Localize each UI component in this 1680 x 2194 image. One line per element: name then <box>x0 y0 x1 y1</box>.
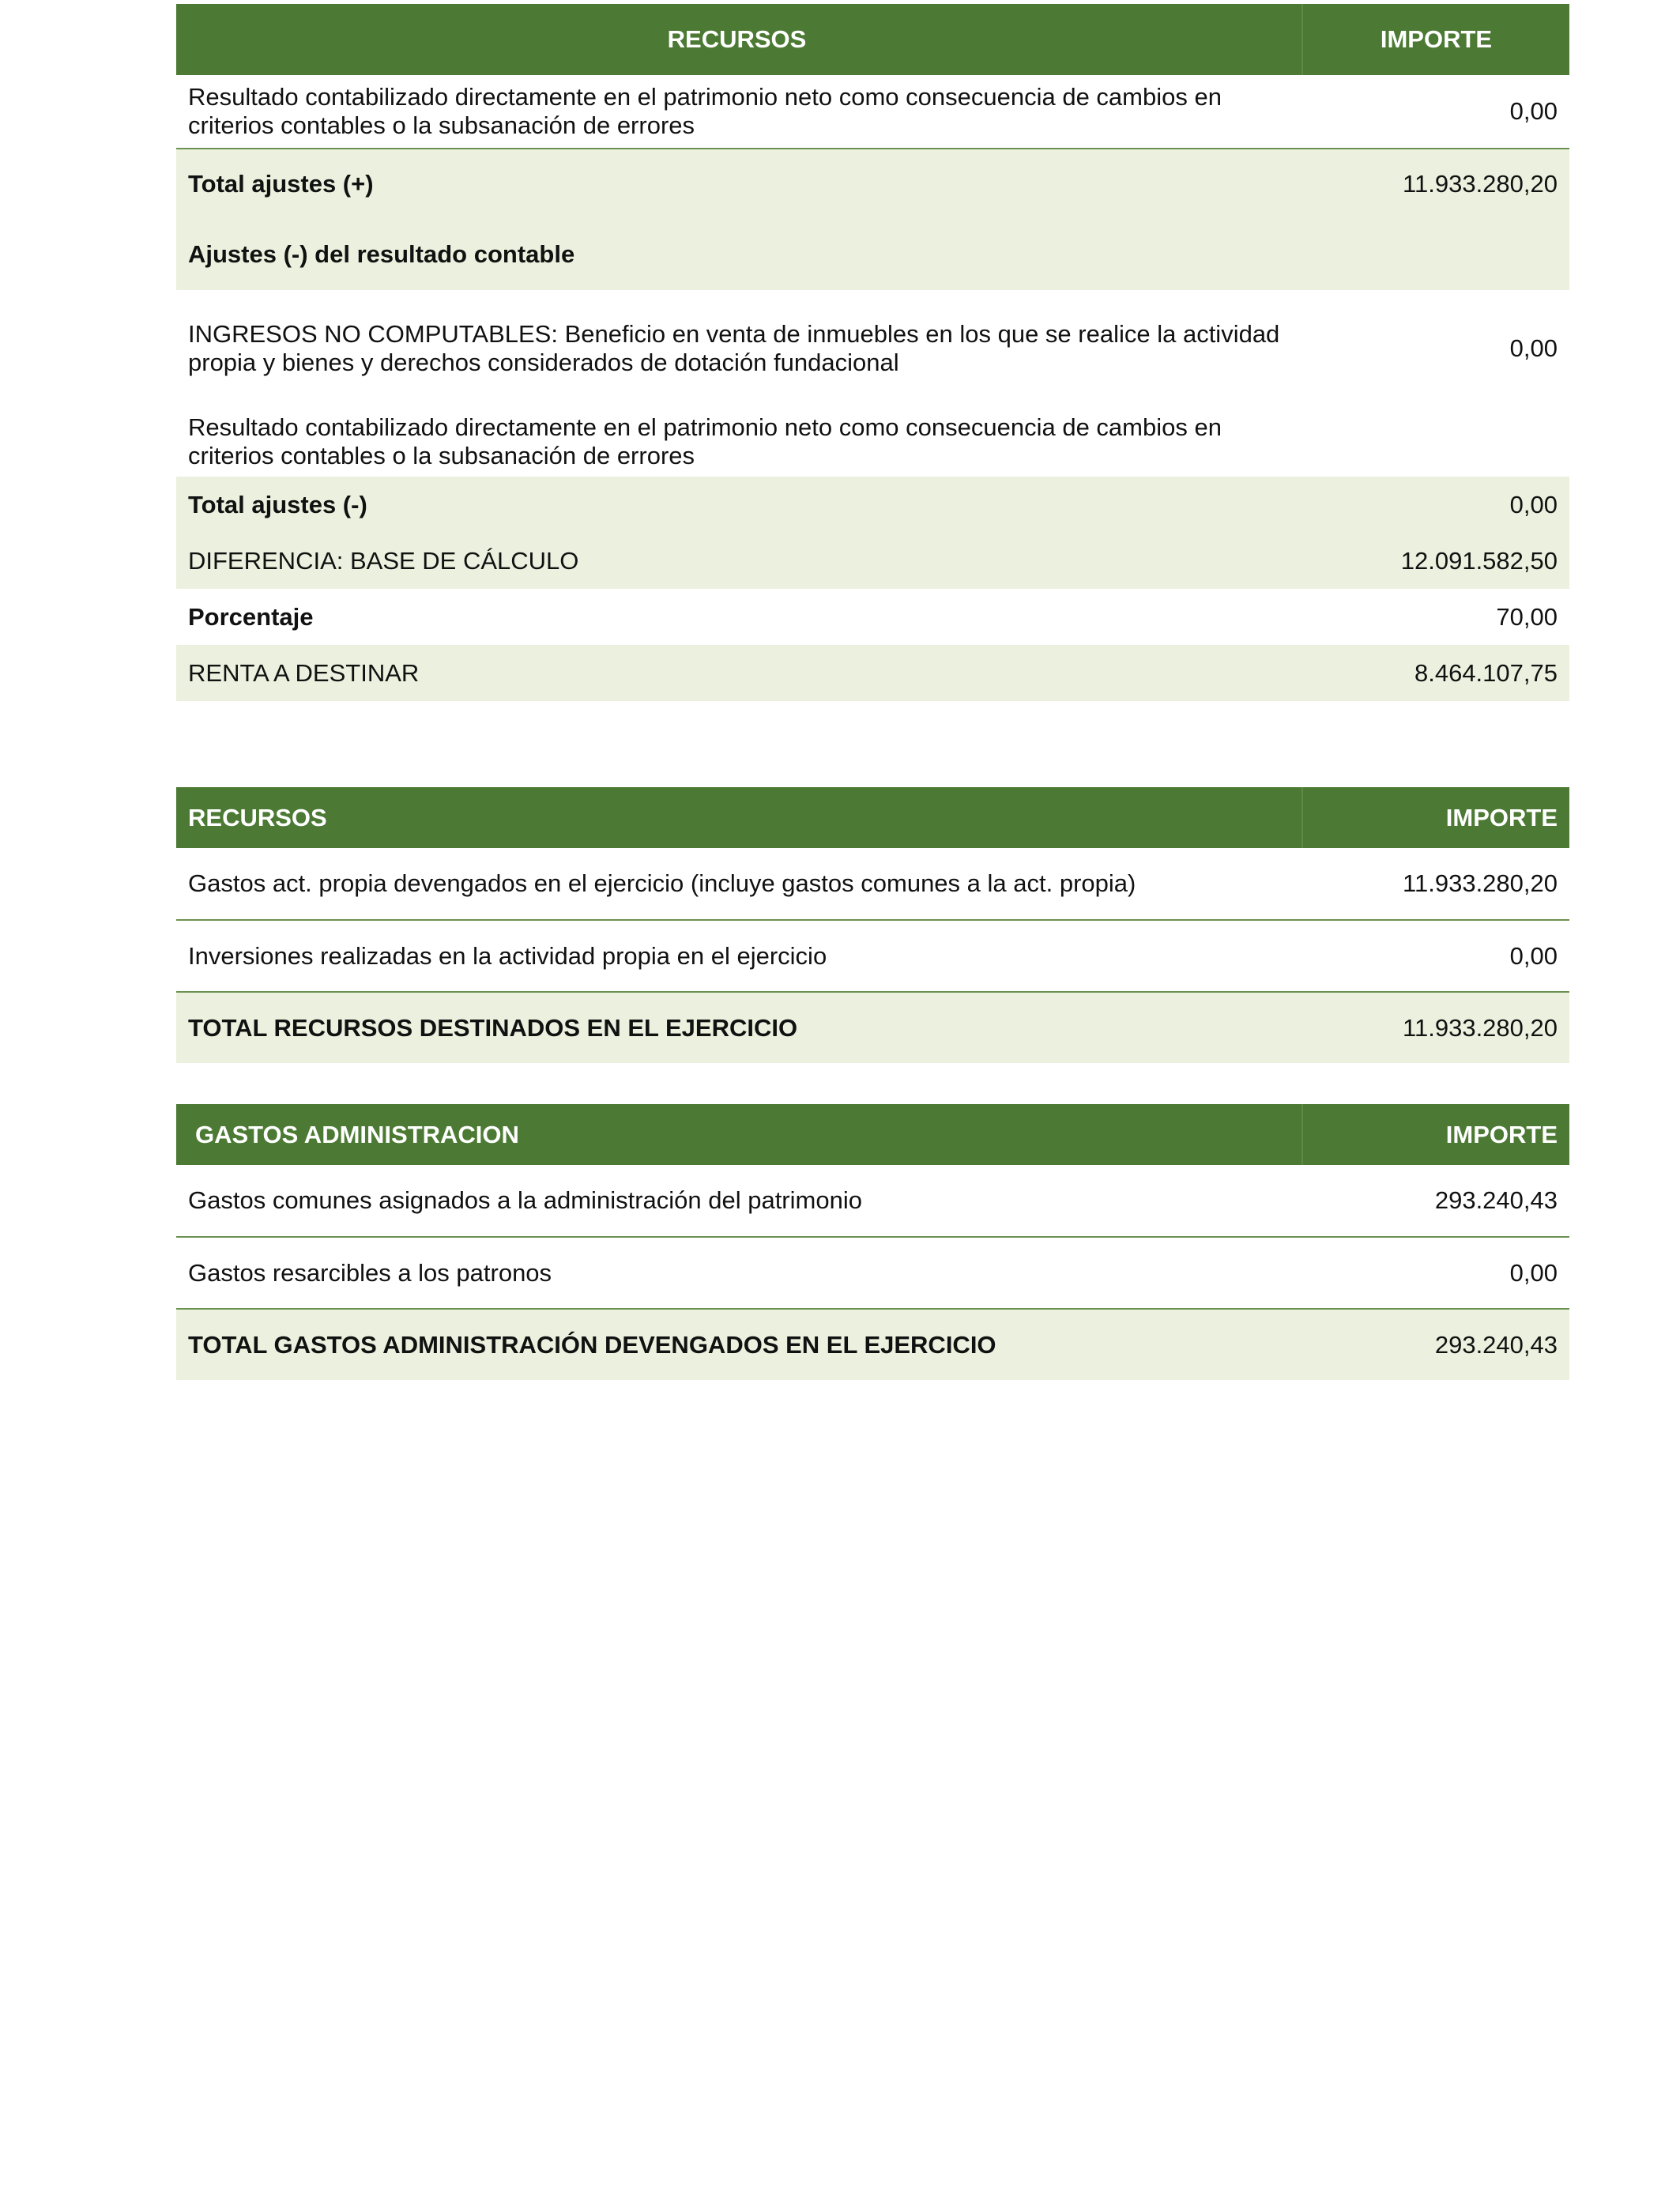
table-row <box>176 219 1569 290</box>
row-label: TOTAL GASTOS ADMINISTRACIÓN DEVENGADOS EN EL EJERCICIO <box>188 1330 996 1359</box>
header-gastos-administracion: GASTOS ADMINISTRACION <box>176 1104 1303 1165</box>
row-label: Porcentaje <box>188 602 314 631</box>
row-value: 0,00 <box>1509 490 1558 518</box>
row-value: 293.240,43 <box>1434 1186 1558 1214</box>
table-renta-a-destinar <box>176 4 1569 701</box>
header-recursos: RECURSOS <box>176 787 1303 848</box>
row-value: 293.240,43 <box>1434 1330 1558 1359</box>
row-value: 70,00 <box>1496 602 1558 631</box>
row-label: Gastos resarcibles a los patronos <box>188 1258 552 1287</box>
row-value: 0,00 <box>1509 334 1558 362</box>
row-label: Ajustes (-) del resultado contable <box>188 240 575 268</box>
table-row <box>176 919 1569 991</box>
table-row <box>176 75 1569 148</box>
header-importe: IMPORTE <box>1380 25 1493 53</box>
table-row <box>176 407 1569 477</box>
row-label: Total ajustes (+) <box>188 170 374 198</box>
row-label: Resultado contabilizado directamente en el patrimonio neto como consecuencia de cambios en criterios contables o la subsanación de errores <box>188 413 1222 469</box>
table-row <box>176 477 1569 533</box>
table-row <box>176 533 1569 589</box>
row-value: 11.933.280,20 <box>1403 1013 1558 1042</box>
table-recursos-destinados <box>176 787 1569 1063</box>
table-row <box>176 1236 1569 1308</box>
table-header <box>176 4 1569 75</box>
row-label: RENTA A DESTINAR <box>188 658 420 687</box>
row-label: Gastos act. propia devengados en el ejercicio (incluye gastos comunes a la act. propia) <box>188 869 1136 897</box>
row-value: 8.464.107,75 <box>1414 658 1558 687</box>
row-value: 0,00 <box>1509 1258 1558 1287</box>
row-value: 11.933.280,20 <box>1403 170 1558 198</box>
header-importe: IMPORTE <box>1445 803 1558 831</box>
table-row <box>176 991 1569 1063</box>
row-label: DIFERENCIA: BASE DE CÁLCULO <box>188 546 579 575</box>
row-value: 12.091.582,50 <box>1400 546 1558 575</box>
table-row <box>176 148 1569 219</box>
row-label: TOTAL RECURSOS DESTINADOS EN EL EJERCICIO <box>188 1013 798 1042</box>
row-value: 0,00 <box>1509 941 1558 970</box>
table-row <box>176 290 1569 407</box>
table-row <box>176 589 1569 645</box>
row-label: Gastos comunes asignados a la administración del patrimonio <box>188 1186 862 1214</box>
table-header <box>176 1104 1569 1165</box>
table-row <box>176 848 1569 919</box>
table-row <box>176 645 1569 701</box>
row-label: Inversiones realizadas en la actividad propia en el ejercicio <box>188 941 827 970</box>
row-label: INGRESOS NO COMPUTABLES: Beneficio en venta de inmuebles en los que se realice la actividad propia y bienes y derechos considerados de dotación fundacional <box>188 320 1280 376</box>
row-label: Total ajustes (-) <box>188 490 367 518</box>
row-label: Resultado contabilizado directamente en el patrimonio neto como consecuencia de cambios en criterios contables o la subsanación de errores <box>188 83 1222 139</box>
header-recursos: RECURSOS <box>176 4 1303 75</box>
row-value: 11.933.280,20 <box>1403 869 1558 897</box>
table-gastos-administracion <box>176 1104 1569 1380</box>
table-header <box>176 787 1569 848</box>
table-row <box>176 1165 1569 1236</box>
header-importe: IMPORTE <box>1445 1120 1558 1148</box>
table-row <box>176 1308 1569 1380</box>
row-value: 0,00 <box>1509 97 1558 125</box>
